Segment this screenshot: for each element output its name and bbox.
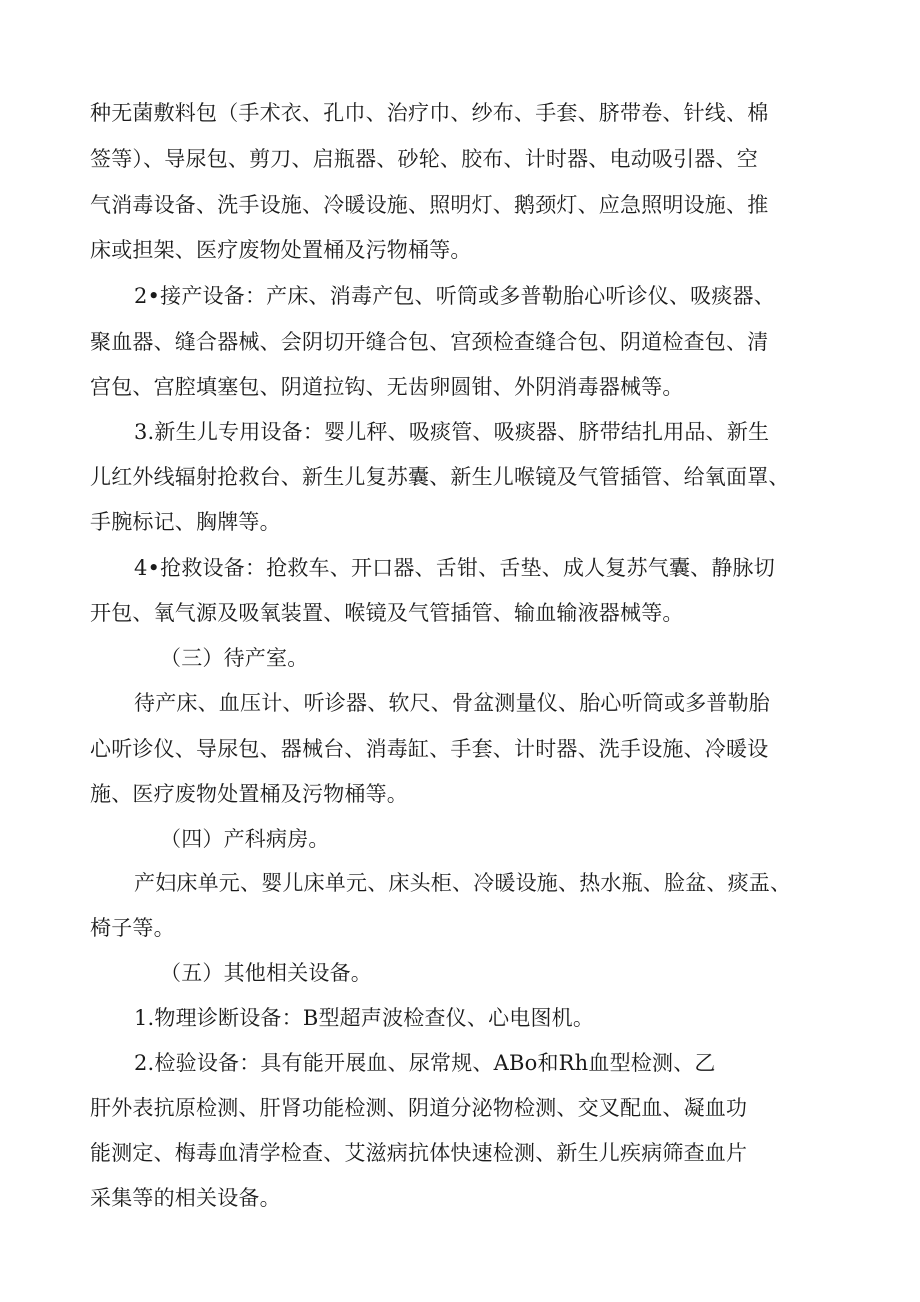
section-heading: （五）其他相关设备。: [160, 961, 372, 985]
text-line: 椅子等。: [90, 916, 175, 940]
section-heading: （三）待产室。: [160, 646, 309, 670]
text-line: 聚血器、缝合器械、会阴切开缝合包、宫颈检查缝合包、阴道检查包、清: [90, 330, 769, 354]
text-line: 开包、氧气源及吸氧装置、喉镜及气管插管、输血输液器械等。: [90, 601, 684, 625]
text-line: 肝外表抗原检测、肝肾功能检测、阴道分泌物检测、交叉配血、凝血功: [90, 1096, 748, 1120]
text-line: 产妇床单元、婴儿床单元、床头柜、冷暖设施、热水瓶、脸盆、痰盂、: [134, 871, 792, 895]
text-line: 能测定、梅毒血清学检查、艾滋病抗体快速检测、新生儿疾病筛查血片: [90, 1141, 748, 1165]
text-line: 采集等的相关设备。: [90, 1186, 281, 1210]
text-line: 签等）、导尿包、剪刀、启瓶器、砂轮、胶布、计时器、电动吸引器、空: [90, 147, 758, 171]
text-line: 待产床、血压计、听诊器、软尺、骨盆测量仪、胎心听筒或多普勒胎: [134, 691, 770, 715]
text-line: 床或担架、医疗废物处置桶及污物桶等。: [90, 238, 472, 262]
text-line: 2•接产设备：产床、消毒产包、听筒或多普勒胎心听诊仪、吸痰器、: [134, 284, 775, 308]
text-line: 手腕标记、胸牌等。: [90, 510, 281, 534]
text-line: 气消毒设备、洗手设施、冷暖设施、照明灯、鹅颈灯、应急照明设施、推: [90, 193, 769, 217]
text-line: 3.新生儿专用设备：婴儿秤、吸痰管、吸痰器、脐带结扎用品、新生: [134, 420, 770, 444]
text-line: 宫包、宫腔填塞包、阴道拉钩、无齿卵圆钳、外阴消毒器械等。: [90, 375, 684, 399]
text-line: 施、医疗废物处置桶及污物桶等。: [90, 782, 408, 806]
text-line: 种无菌敷料包（手术衣、孔巾、治疗巾、纱布、手套、脐带卷、针线、棉: [90, 101, 769, 125]
section-heading: （四）产科病房。: [160, 827, 330, 851]
text-line: 儿红外线辐射抢救台、新生儿复苏囊、新生儿喉镜及气管插管、给氧面罩、: [90, 465, 790, 489]
text-line: 4•抢救设备：抢救车、开口器、舌钳、舌垫、成人复苏气囊、静脉切: [134, 556, 775, 580]
text-line: 心听诊仪、导尿包、器械台、消毒缸、手套、计时器、洗手设施、冷暖设: [90, 737, 769, 761]
text-line: 1.物理诊断设备：B型超声波检查仪、心电图机。: [134, 1006, 595, 1030]
text-line: 2.检验设备：具有能开展血、尿常规、ABo和Rh血型检测、乙: [134, 1051, 716, 1075]
